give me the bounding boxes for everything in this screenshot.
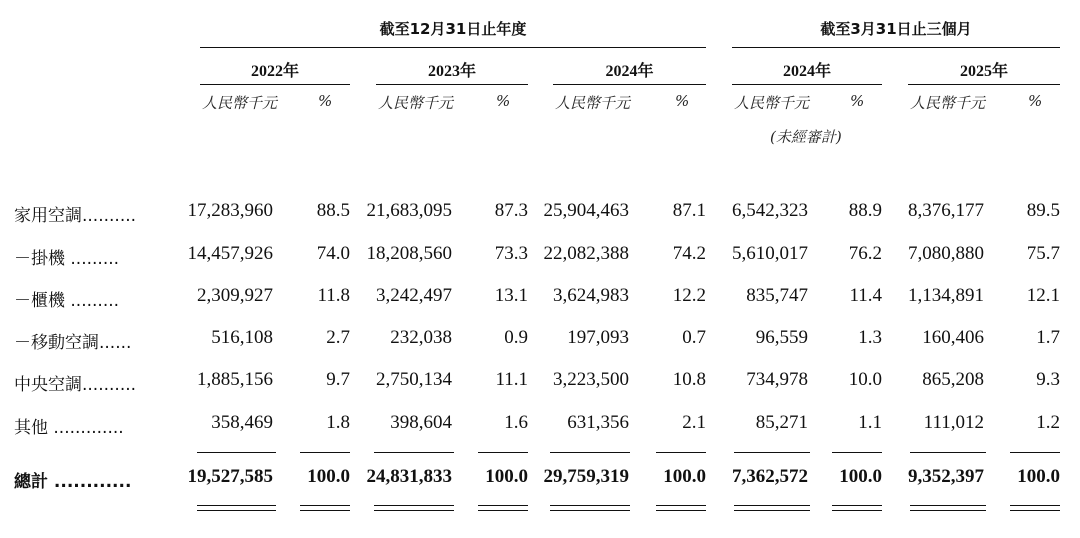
- cell-amount: 25,904,463: [543, 200, 629, 221]
- cell-percent: 12.1: [1026, 285, 1060, 306]
- cell-amount: 734,978: [746, 369, 808, 390]
- cell-percent: 1.2: [1036, 412, 1060, 433]
- cell-amount: 6,542,323: [732, 200, 808, 221]
- cell-amount: 516,108: [211, 327, 273, 348]
- unit-rmb-2025-q1: 人民幣千元: [910, 94, 986, 112]
- group-header-quarter: 截至3月31日止三個月: [820, 20, 972, 38]
- year-header-2022: 2022年: [250, 63, 299, 80]
- cell-amount: 1,885,156: [197, 369, 273, 390]
- cell-amount: 17,283,960: [187, 200, 273, 221]
- year-header-2023: 2023年: [427, 63, 476, 80]
- cell-amount: 197,093: [567, 327, 629, 348]
- cell-amount: 96,559: [755, 327, 808, 348]
- subtotal-rule: [1010, 452, 1060, 453]
- cell-amount: 7,362,572: [732, 466, 808, 487]
- cell-percent: 87.3: [494, 200, 528, 221]
- row-label-portable-ac: －移動空調......: [14, 333, 132, 353]
- cell-amount: 24,831,833: [366, 466, 452, 487]
- cell-amount: 18,208,560: [366, 243, 452, 264]
- cell-percent: 87.1: [672, 200, 706, 221]
- cell-percent: 74.2: [672, 243, 706, 264]
- cell-percent: 89.5: [1026, 200, 1060, 221]
- cell-amount: 2,750,134: [376, 369, 452, 390]
- year-underline-2024-q1: [732, 84, 882, 85]
- total-double-rule: [910, 505, 986, 506]
- cell-amount: 19,527,585: [187, 466, 273, 487]
- row-label-floor-standing: －櫃機 .........: [14, 291, 120, 311]
- cell-percent: 1.6: [504, 412, 528, 433]
- total-double-rule: [374, 510, 454, 511]
- cell-percent: 88.9: [848, 200, 882, 221]
- cell-percent: 1.1: [858, 412, 882, 433]
- group-underline-annual: [200, 47, 706, 48]
- cell-amount: 7,080,880: [908, 243, 984, 264]
- year-underline-2025-q1: [908, 84, 1060, 85]
- total-double-rule: [734, 505, 810, 506]
- unit-pct-2023: %: [496, 92, 511, 110]
- cell-percent: 11.8: [317, 285, 350, 306]
- total-double-rule: [197, 505, 276, 506]
- subtotal-rule: [300, 452, 350, 453]
- row-label-central-ac: 中央空調..........: [14, 375, 137, 395]
- cell-amount: 9,352,397: [908, 466, 984, 487]
- cell-amount: 14,457,926: [187, 243, 273, 264]
- total-double-rule: [832, 505, 882, 506]
- cell-percent: 0.7: [682, 327, 706, 348]
- cell-amount: 358,469: [211, 412, 273, 433]
- cell-amount: 1,134,891: [908, 285, 984, 306]
- cell-amount: 5,610,017: [732, 243, 808, 264]
- year-underline-2023: [376, 84, 528, 85]
- group-header-annual: 截至12月31日止年度: [379, 20, 527, 38]
- unit-rmb-2024: 人民幣千元: [555, 94, 631, 112]
- cell-amount: 232,038: [390, 327, 452, 348]
- cell-percent: 10.8: [672, 369, 706, 390]
- total-double-rule: [1010, 505, 1060, 506]
- cell-percent: 11.4: [849, 285, 882, 306]
- subtotal-rule: [734, 452, 810, 453]
- total-double-rule: [197, 510, 276, 511]
- unaudited-note: (未經審計): [770, 128, 842, 146]
- cell-amount: 29,759,319: [543, 466, 629, 487]
- total-double-rule: [550, 505, 630, 506]
- cell-percent: 100.0: [663, 466, 706, 487]
- row-label-wall-mounted: －掛機 .........: [14, 249, 120, 269]
- year-underline-2022: [200, 84, 350, 85]
- total-double-rule: [656, 510, 706, 511]
- cell-percent: 88.5: [316, 200, 350, 221]
- cell-percent: 74.0: [316, 243, 350, 264]
- cell-amount: 3,624,983: [553, 285, 629, 306]
- subtotal-rule: [374, 452, 454, 453]
- cell-percent: 1.7: [1036, 327, 1060, 348]
- cell-percent: 0.9: [504, 327, 528, 348]
- total-double-rule: [478, 510, 528, 511]
- cell-amount: 85,271: [755, 412, 808, 433]
- cell-percent: 100.0: [839, 466, 882, 487]
- total-double-rule: [550, 510, 630, 511]
- total-double-rule: [300, 505, 350, 506]
- cell-percent: 9.3: [1036, 369, 1060, 390]
- subtotal-rule: [656, 452, 706, 453]
- total-double-rule: [374, 505, 454, 506]
- total-double-rule: [734, 510, 810, 511]
- unit-pct-2022: %: [318, 92, 333, 110]
- cell-percent: 73.3: [494, 243, 528, 264]
- cell-percent: 11.1: [495, 369, 528, 390]
- cell-percent: 100.0: [307, 466, 350, 487]
- total-double-rule: [478, 505, 528, 506]
- total-double-rule: [1010, 510, 1060, 511]
- cell-percent: 10.0: [848, 369, 882, 390]
- cell-amount: 22,082,388: [543, 243, 629, 264]
- total-double-rule: [656, 505, 706, 506]
- cell-percent: 1.3: [858, 327, 882, 348]
- cell-amount: 111,012: [923, 412, 984, 433]
- unit-pct-2024: %: [675, 92, 690, 110]
- cell-amount: 865,208: [922, 369, 984, 390]
- subtotal-rule: [910, 452, 986, 453]
- subtotal-rule: [478, 452, 528, 453]
- cell-percent: 13.1: [494, 285, 528, 306]
- cell-percent: 2.7: [326, 327, 350, 348]
- row-label-total: 總計 ............: [14, 472, 132, 492]
- unit-rmb-2023: 人民幣千元: [378, 94, 454, 112]
- cell-amount: 835,747: [746, 285, 808, 306]
- cell-percent: 9.7: [326, 369, 350, 390]
- cell-amount: 21,683,095: [366, 200, 452, 221]
- row-label-others: 其他 .............: [14, 418, 124, 438]
- unit-pct-2024-q1: %: [850, 92, 865, 110]
- total-double-rule: [910, 510, 986, 511]
- unit-rmb-2024-q1: 人民幣千元: [734, 94, 810, 112]
- subtotal-rule: [197, 452, 276, 453]
- cell-percent: 1.8: [326, 412, 350, 433]
- unit-rmb-2022: 人民幣千元: [202, 94, 278, 112]
- cell-percent: 2.1: [682, 412, 706, 433]
- cell-percent: 100.0: [485, 466, 528, 487]
- cell-percent: 75.7: [1026, 243, 1060, 264]
- total-double-rule: [300, 510, 350, 511]
- cell-amount: 3,242,497: [376, 285, 452, 306]
- subtotal-rule: [832, 452, 882, 453]
- cell-amount: 2,309,927: [197, 285, 273, 306]
- cell-percent: 76.2: [848, 243, 882, 264]
- cell-amount: 8,376,177: [908, 200, 984, 221]
- year-underline-2024: [553, 84, 706, 85]
- group-underline-quarter: [732, 47, 1060, 48]
- cell-amount: 3,223,500: [553, 369, 629, 390]
- year-header-2024: 2024年: [605, 63, 654, 80]
- year-header-2024-q1: 2024年: [782, 63, 831, 80]
- total-double-rule: [832, 510, 882, 511]
- cell-percent: 100.0: [1017, 466, 1060, 487]
- cell-amount: 160,406: [922, 327, 984, 348]
- subtotal-rule: [550, 452, 630, 453]
- cell-percent: 12.2: [672, 285, 706, 306]
- cell-amount: 398,604: [390, 412, 452, 433]
- row-label-household-ac: 家用空調..........: [14, 206, 137, 226]
- year-header-2025-q1: 2025年: [959, 63, 1008, 80]
- unit-pct-2025-q1: %: [1028, 92, 1043, 110]
- cell-amount: 631,356: [567, 412, 629, 433]
